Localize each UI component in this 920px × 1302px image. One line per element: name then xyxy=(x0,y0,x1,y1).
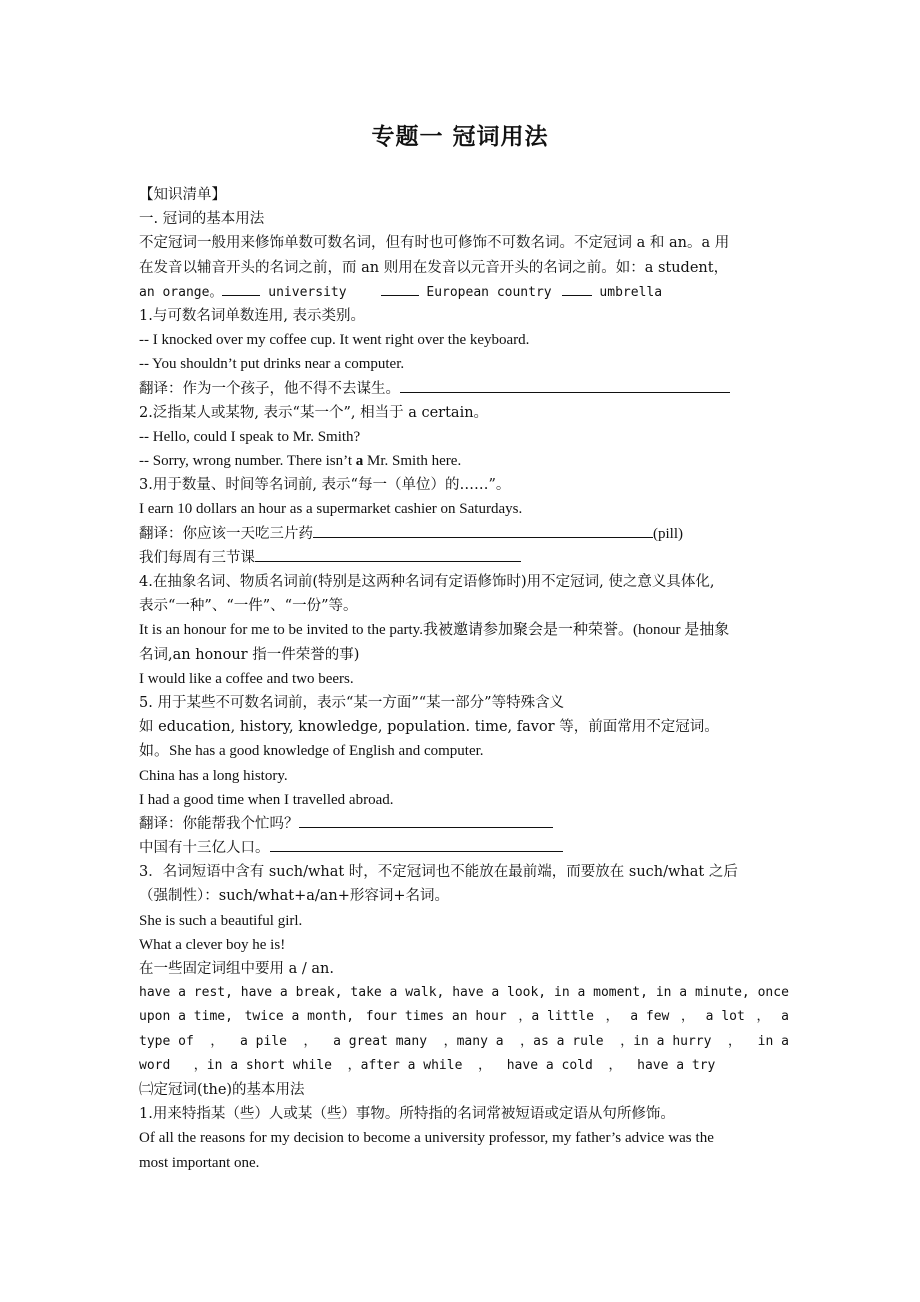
answer-blank xyxy=(222,280,260,296)
phrase: once xyxy=(757,985,789,1001)
text-segment: an orange。 xyxy=(139,284,223,300)
phrase: have a rest, xyxy=(139,985,233,1001)
phrase: ，a little xyxy=(518,1009,594,1025)
separator: ， xyxy=(756,1009,770,1025)
subsection-heading: 一. 冠词的基本用法 xyxy=(139,211,265,228)
text-segment: umbrella xyxy=(591,284,663,300)
rule-heading: 4.在抽象名词、物质名词前(特别是这两种名词有定语修饰时)用不定冠词, 使之意义具体化, xyxy=(139,574,715,590)
paragraph-line: 名词,an honour 指一件荣誉的事) xyxy=(139,646,360,663)
phrase: in a minute, xyxy=(655,985,750,1001)
phrase: four times an hour xyxy=(365,1009,507,1025)
example-sentence: 如。She has a good knowledge of English and computer. xyxy=(139,743,484,760)
fill-in-line xyxy=(139,280,789,304)
translation-exercise xyxy=(139,812,789,836)
example-sentence: I earn 10 dollars an hour as a supermarket cashier on Saturdays. xyxy=(139,501,523,518)
phrase: take a walk, xyxy=(350,985,445,1001)
translation-exercise xyxy=(139,836,789,860)
answer-blank xyxy=(562,280,592,296)
paragraph-line: 在一些固定词组中要用 a / an. xyxy=(139,961,334,977)
rule-heading: 3．名词短语中含有 such/what 时，不定冠词也不能放在最前端，而要放在 such/what 之后 xyxy=(139,864,738,881)
example-sentence: I had a good time when I travelled abroad. xyxy=(139,791,394,808)
phrase: twice a month, xyxy=(244,1009,355,1025)
phrase: in a xyxy=(757,1033,789,1049)
answer-blank xyxy=(299,812,553,828)
phrase: upon a time, xyxy=(139,1009,233,1025)
phrase: ，in a hurry xyxy=(620,1033,712,1049)
phrase-list-line xyxy=(139,1030,789,1054)
answer-blank xyxy=(270,836,563,852)
phrase: in a moment, xyxy=(554,985,648,1001)
separator: ， xyxy=(210,1033,224,1049)
example-sentence: -- I knocked over my coffee cup. It went right over the keyboard. xyxy=(139,332,530,349)
phrase: a few xyxy=(630,1009,670,1025)
prompt-text: 翻译：你应该一天吃三片药 xyxy=(139,525,313,542)
example-sentence: What a clever boy he is! xyxy=(139,936,286,953)
translation-exercise xyxy=(139,377,789,401)
example-sentence: I would like a coffee and two beers. xyxy=(139,670,354,687)
rule-heading: 5. 用于某些不可数名词前，表示“某一方面”“某一部分”等特殊含义 xyxy=(139,694,565,711)
example-sentence: Of all the reasons for my decision to become a university professor, my father’s advice was the xyxy=(139,1130,714,1147)
example-sentence: -- Hello, could I speak to Mr. Smith? xyxy=(139,428,361,445)
answer-blank xyxy=(313,522,653,538)
example-sentence: China has a long history. xyxy=(139,767,288,784)
phrase: have a look, xyxy=(452,985,547,1001)
translation-exercise xyxy=(139,546,789,570)
paragraph-line: 不定冠词一般用来修饰单数可数名词，但有时也可修饰不可数名词。不定冠词 a 和 an。a 用 xyxy=(139,235,730,252)
separator: ， xyxy=(681,1009,695,1025)
prompt-text: 中国有十三亿人口。 xyxy=(139,840,270,857)
document-body xyxy=(139,183,789,1175)
phrase: a lot xyxy=(705,1009,745,1025)
answer-blank xyxy=(381,280,419,296)
example-sentence: most important one. xyxy=(139,1154,260,1171)
phrase-list-line: word ，in a short while ，after a while ， have a cold ， have a try xyxy=(139,1057,716,1073)
prompt-text: 翻译：作为一个孩子，他不得不去谋生。 xyxy=(139,380,400,397)
phrase-list-line xyxy=(139,1005,789,1029)
example-sentence: -- You shouldn’t put drinks near a computer. xyxy=(139,356,405,373)
phrase: type of xyxy=(139,1033,194,1049)
phrase-list-line xyxy=(139,981,789,1005)
example-sentence xyxy=(139,449,789,473)
rule-heading: 2.泛指某人或某物, 表示“某一个”, 相当于 a certain。 xyxy=(139,404,489,421)
phrase: a xyxy=(781,1009,789,1025)
prompt-text: 翻译：你能帮我个忙吗？ xyxy=(139,815,299,832)
answer-blank xyxy=(255,546,521,562)
separator: ， xyxy=(728,1033,742,1049)
page-title: 专题一 冠词用法 xyxy=(371,124,549,150)
example-sentence: She is such a beautiful girl. xyxy=(139,912,303,929)
rule-heading: 1.用来特指某（些）人或某（些）事物。所特指的名词常被短语或定语从句所修饰。 xyxy=(139,1106,675,1123)
section-heading: 【知识清单】 xyxy=(139,187,226,203)
text-segment: -- Sorry, wrong number. There isn’t xyxy=(139,453,356,470)
paragraph-line: 表示“一种”、“一件”、“一份”等。 xyxy=(139,598,358,615)
hint-text: (pill) xyxy=(653,525,683,542)
text-segment: Mr. Smith here. xyxy=(363,453,462,470)
phrase: ，many a xyxy=(443,1033,504,1049)
separator: ， xyxy=(605,1009,619,1025)
phrase: a pile xyxy=(239,1033,287,1049)
paragraph-line: 在发音以辅音开头的名词之前，而 an 则用在发音以元音开头的名词之前。如：a student， xyxy=(139,259,729,276)
paragraph-line: 如 education, history, knowledge, population. time, favor 等，前面常用不定冠词。 xyxy=(139,719,719,736)
example-sentence: It is an honour for me to be invited to the party.我被邀请参加聚会是一种荣誉。(honour 是抽象 xyxy=(139,622,730,639)
text-segment: university xyxy=(260,284,347,300)
paragraph-line: （强制性）：such/what+a/an+形容词+名词。 xyxy=(139,888,450,905)
phrase: a great many xyxy=(333,1033,428,1049)
phrase: ，as a rule xyxy=(520,1033,604,1049)
subsection-heading: ㈡定冠词(the)的基本用法 xyxy=(139,1081,305,1098)
rule-heading: 3.用于数量、时间等名词前, 表示“每一（单位）的……”。 xyxy=(139,477,511,494)
prompt-text: 我们每周有三节课 xyxy=(139,549,255,566)
rule-heading: 1.与可数名词单数连用, 表示类别。 xyxy=(139,307,366,324)
phrase: have a break, xyxy=(240,985,343,1001)
bold-article: a xyxy=(355,453,364,470)
separator: ， xyxy=(303,1033,317,1049)
answer-blank xyxy=(400,377,730,393)
translation-exercise xyxy=(139,522,789,546)
text-segment: European country xyxy=(418,284,552,300)
